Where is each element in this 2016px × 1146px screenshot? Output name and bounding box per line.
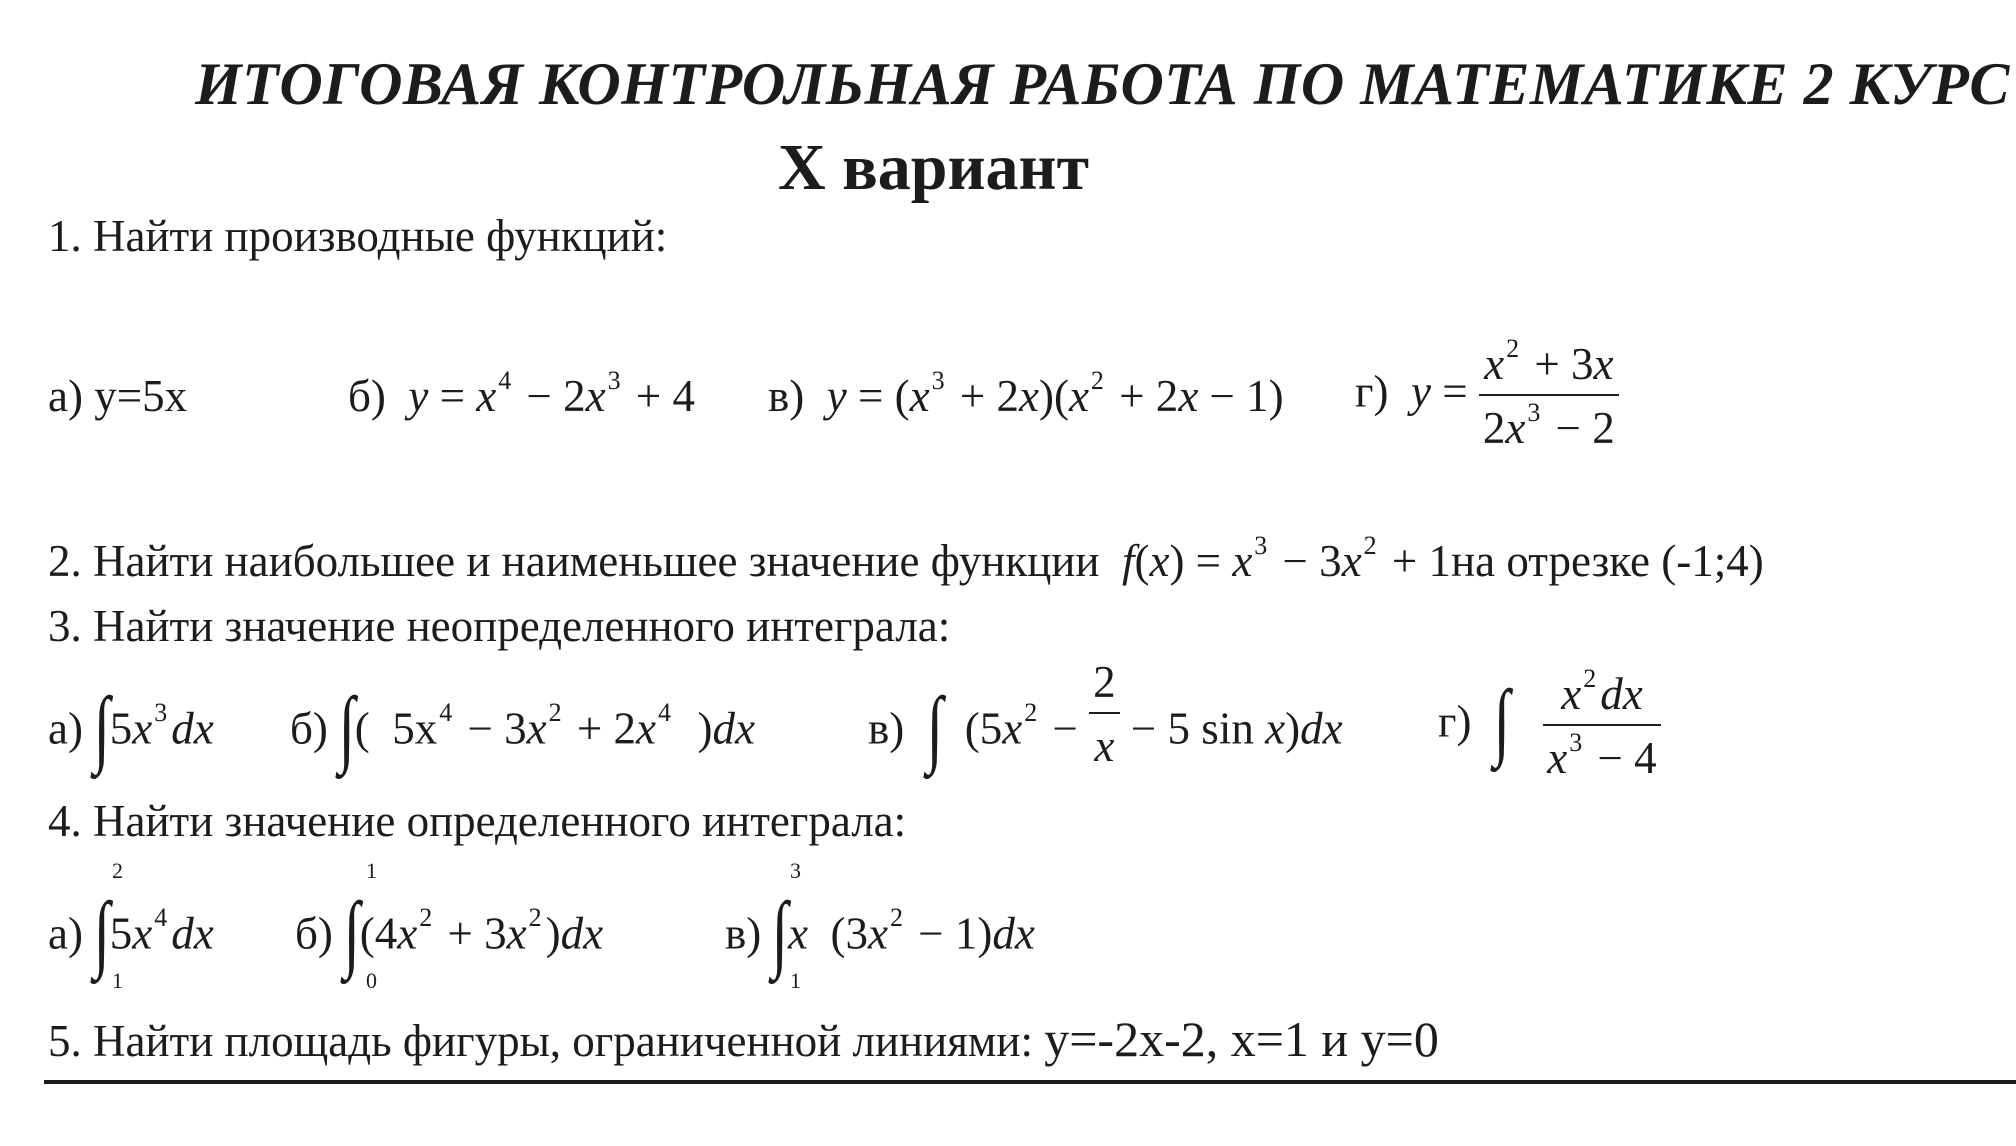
task4-a-upper: 2 — [112, 858, 123, 883]
page-title: ИТОГОВАЯ КОНТРОЛЬНАЯ РАБОТА ПО МАТЕМАТИКЕ 2 КУРС — [195, 51, 2010, 117]
task1-item-a: а) y=5x — [48, 371, 188, 421]
task4-item-c: в) ∫x $(3x^2 - 1)dx$ — [725, 884, 1035, 980]
task4-b-upper: 1 — [366, 858, 377, 883]
task4-c-upper: 3 — [790, 858, 801, 883]
task4-b-label: б) — [295, 908, 333, 959]
task1-d-label: г) — [1355, 366, 1389, 417]
task4-item-b: б) $\int(4x^2 + 3x^2)dx$ — [295, 884, 604, 980]
task2-question: 2. Найти наибольшее и наименьшее значение функции — [48, 536, 1100, 586]
task3-item-b: б) ∫( $5x^4 - 3x^2 + 2x^4$ )dx — [290, 679, 755, 775]
bottom-divider — [44, 1080, 2016, 1084]
integral-icon: ∫ — [93, 884, 111, 980]
task2-interval: на отрезке (-1;4) — [1451, 536, 1764, 586]
variant-title: X вариант — [778, 131, 1089, 204]
integral-icon: ∫ — [338, 679, 356, 775]
task1-b-label: б) — [348, 371, 386, 421]
task3-item-a: а) $\int 5x^3dx$ — [48, 679, 214, 775]
task4-c-lower: 1 — [790, 968, 801, 993]
task1-item-b: б) $y = x^4 - 2x^3 + 4$ — [348, 366, 696, 421]
integral-icon: ∫ — [926, 679, 943, 775]
task3-b-label: б) — [290, 703, 328, 754]
integral-icon: ∫ — [772, 884, 789, 980]
task3-d-label: г) — [1438, 696, 1472, 747]
task1-item-c: в) $y = (x^3 + 2x)(x^2 + 2x - 1)$ — [768, 366, 1284, 421]
integral-icon: ∫ — [343, 884, 361, 980]
integral-icon: ∫ — [1493, 672, 1510, 768]
task5-condition: y=-2x-2, x=1 и y=0 — [1044, 1011, 1439, 1067]
task3-item-d: г) ∫ $\frac{x^2dx}{x^3 - 4}$ — [1438, 668, 1661, 784]
integral-icon: ∫ — [93, 679, 111, 775]
task1-item-d: г) y = $\frac{x^2 + 3x}{2x^3 - 2}$ — [1355, 338, 1619, 454]
task1-d-fraction: $\frac{x^2 + 3x}{2x^3 - 2}$ — [1479, 338, 1619, 454]
task2-text: 2. Найти наибольшее и наименьшее значение функции $f(x) = x^3 - 3x^2 + 1на$ отрезке (-1;4) — [48, 531, 1764, 586]
task4-c-label: в) — [725, 908, 762, 959]
task3-heading: 3. Найти значение неопределенного интеграла: — [48, 601, 951, 651]
task3-c-label: в) — [868, 703, 905, 754]
task4-item-a: а) $\int 5x^4dx$ — [48, 884, 214, 980]
task3-a-label: а) — [48, 703, 83, 754]
task3-item-c: в) ∫ ($5x^2$ − $\frac{2}{x}$ − 5 sin x)dx — [868, 657, 1343, 775]
task4-b-lower: 0 — [366, 968, 377, 993]
task4-a-lower: 1 — [112, 968, 123, 993]
task4-a-label: а) — [48, 908, 83, 959]
task1-c-label: в) — [768, 371, 805, 421]
task4-heading: 4. Найти значение определенного интеграла: — [48, 796, 907, 846]
task5-question: 5. Найти площадь фигуры, ограниченной линиями: — [48, 1016, 1033, 1066]
task5-text — [48, 1010, 1439, 1068]
task1-heading: 1. Найти производные функций: — [48, 211, 668, 261]
